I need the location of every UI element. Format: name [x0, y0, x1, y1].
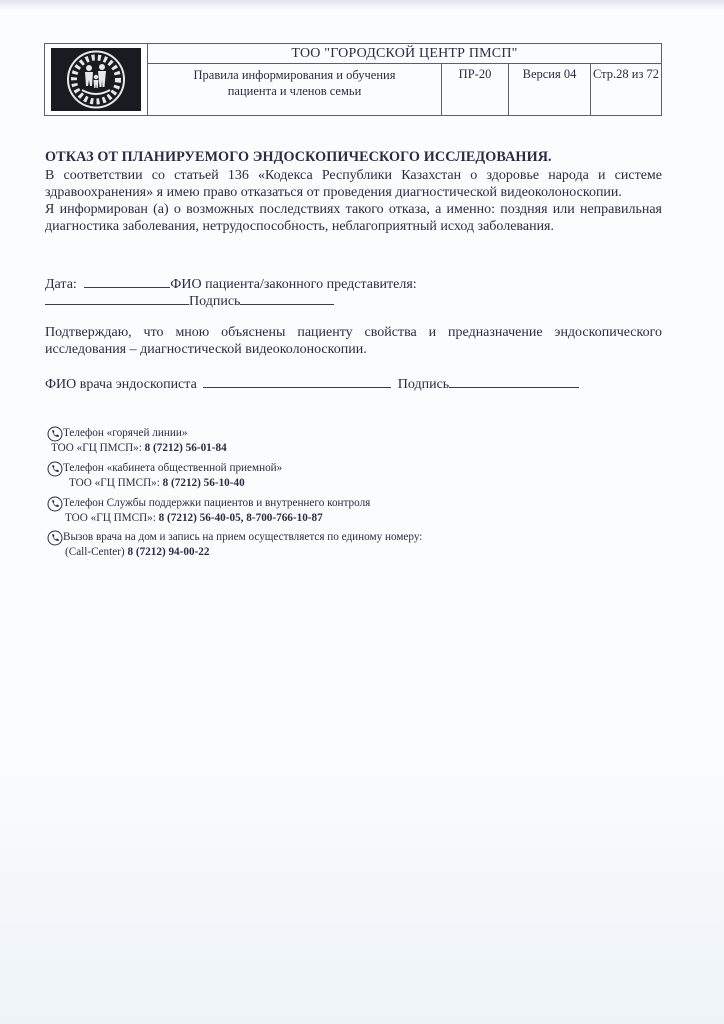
contact-org: ТОО «ГЦ ПМСП»:	[69, 477, 163, 489]
patient-signature-blank[interactable]	[240, 292, 334, 305]
contact-title: Вызов врача на дом и запись на прием осуществляется по единому номеру:	[63, 531, 423, 543]
phone-icon	[47, 530, 63, 546]
contact-title: Телефон «кабинета общественной приемной»	[63, 462, 283, 474]
document-header-table	[44, 43, 662, 116]
contact-phone-number[interactable]: 8 (7212) 56-01-84	[144, 442, 227, 454]
contact-title: Телефон «горячей линии»	[63, 427, 188, 439]
contact-org: ТОО «ГЦ ПМСП»:	[65, 512, 159, 524]
doctor-signature-label: Подпись	[397, 377, 450, 392]
contact-public-reception	[47, 461, 282, 491]
form-heading: ОТКАЗ ОТ ПЛАНИРУЕМОГО ЭНДОСКОПИЧЕСКОГО ИССЛЕДОВАНИЯ.	[45, 149, 552, 165]
date-label: Дата:	[45, 277, 77, 292]
date-patient-line	[45, 275, 417, 293]
contact-phone-number[interactable]: 8 (7212) 94-00-22	[127, 546, 210, 558]
phone-icon	[47, 496, 63, 512]
phone-icon	[47, 426, 63, 442]
document-version: Версия 04	[509, 64, 591, 115]
date-blank[interactable]	[84, 275, 170, 288]
doctor-confirmation-paragraph: Подтверждаю, что мною объяснены пациенту свойства и предназначение эндоскопического исследования – диагностической видеоколоноскопии.	[45, 325, 662, 358]
patient-signature-label: Подпись	[189, 294, 241, 309]
document-title-cell	[148, 64, 442, 115]
document-title-line2: пациента и членов семьи	[227, 84, 362, 98]
patient-name-blank[interactable]	[45, 292, 189, 305]
doctor-signature-blank[interactable]	[449, 375, 579, 388]
organization-name: ТОО "ГОРОДСКОЙ ЦЕНТР ПМСП"	[148, 44, 661, 64]
document-title-line1: Правила информирования и обучения	[193, 68, 396, 82]
patient-signature-line	[45, 292, 334, 310]
contact-call-center	[47, 530, 422, 560]
contact-hotline	[47, 426, 227, 456]
contact-patient-support	[47, 496, 370, 526]
scan-shading	[0, 760, 724, 1024]
doctor-name-label: ФИО врача эндоскописта	[45, 377, 197, 392]
phone-icon	[47, 461, 63, 477]
doctor-line	[45, 375, 579, 393]
logo-cell	[45, 44, 148, 115]
contact-title: Телефон Службы поддержки пациентов и внутреннего контроля	[63, 497, 371, 509]
document-code: ПР-20	[442, 64, 509, 115]
contact-org: ТОО «ГЦ ПМСП»:	[51, 442, 145, 454]
organization-logo	[51, 48, 141, 111]
consequences-paragraph: Я информирован (а) о возможных последствиях такого отказа, а именно: поздняя или неправильная диагностика заболевания, нетрудоспособность, неблагоприятный исход заболевания.	[45, 202, 662, 235]
patient-name-label: ФИО пациента/законного представителя:	[170, 277, 417, 292]
contact-org: (Call-Center)	[65, 546, 128, 558]
legal-basis-paragraph: В соответствии со статьей 136 «Кодекса Республики Казахстан о здоровье народа и системе здравоохранения» я имею право отказаться от проведения диагностической видеоколоноскопии.	[45, 168, 662, 201]
doctor-name-blank[interactable]	[203, 375, 391, 388]
contact-phone-number[interactable]: 8 (7212) 56-10-40	[162, 477, 245, 489]
scan-edge	[0, 0, 724, 10]
contact-phone-number[interactable]: 8 (7212) 56-40-05, 8-700-766-10-87	[158, 512, 323, 524]
page-number: Стр.28 из 72	[592, 67, 660, 81]
